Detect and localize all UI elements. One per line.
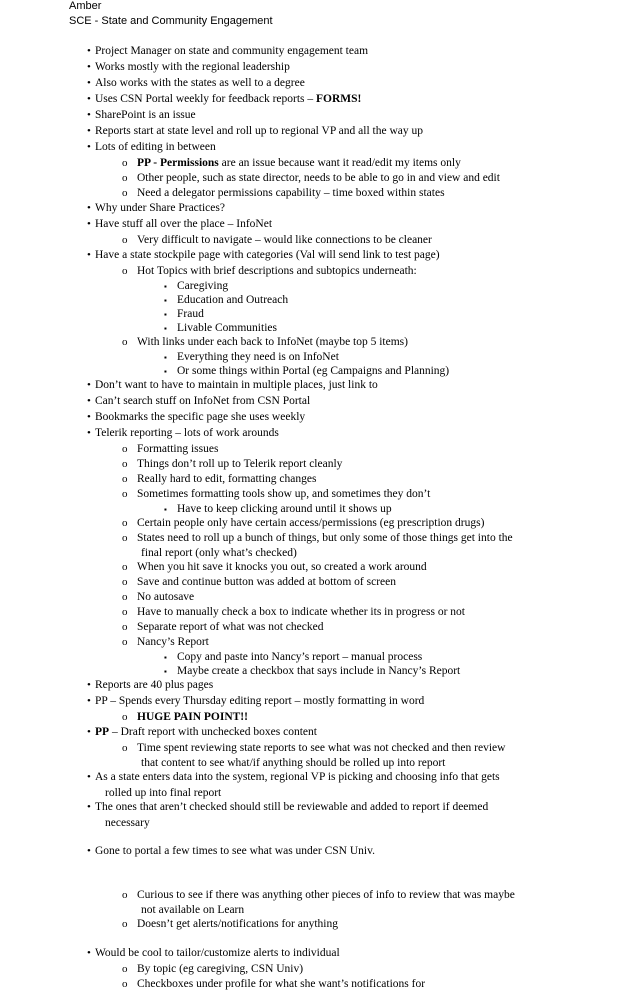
list-item (87, 248, 440, 262)
list-item-text: No autosave (137, 591, 195, 603)
bullet-circle: o (122, 234, 128, 246)
list-item-text: Caregiving (177, 280, 229, 292)
list-item-text: Have to keep clicking around until it shows up (177, 503, 392, 515)
list-item (122, 962, 304, 976)
bullet-circle: o (122, 443, 128, 455)
bullet-disc: • (87, 61, 91, 73)
list-item-text: Why under Share Practices? (95, 202, 225, 214)
list-item (122, 171, 500, 185)
list-item (122, 888, 515, 902)
list-item-emphasis: FORMS! (316, 93, 362, 105)
bullet-disc: • (87, 845, 91, 857)
bullet-disc: • (87, 141, 91, 153)
list-item (122, 917, 338, 931)
list-item-text: Education and Outreach (177, 294, 289, 306)
bullet-square: ▪ (164, 505, 167, 514)
list-item-text: Really hard to edit, formatting changes (137, 473, 317, 485)
bullet-circle: o (122, 621, 128, 633)
list-item-emphasis: PP (95, 726, 110, 738)
list-item (122, 635, 209, 649)
list-item (122, 531, 513, 545)
list-item (164, 650, 423, 664)
bullet-square: ▪ (164, 353, 167, 362)
list-item-text: Everything they need is on InfoNet (177, 351, 339, 363)
list-item-text: The ones that aren’t checked should still be reviewable and added to report if deemed (95, 801, 489, 813)
bullet-disc: • (87, 395, 91, 407)
list-item-text: Checkboxes under profile for what she want’s notifications for (137, 978, 426, 990)
bullet-disc: • (87, 695, 91, 707)
list-item-text: Telerik reporting – lots of work arounds (95, 427, 279, 439)
list-item-text: Nancy’s Report (137, 636, 209, 648)
list-item-text: Doesn’t get alerts/notifications for anything (137, 918, 338, 930)
bullet-disc: • (87, 77, 91, 89)
list-item-continuation: final report (only what’s checked) (141, 547, 297, 559)
bullet-disc: • (87, 218, 91, 230)
list-item (87, 694, 425, 708)
bullet-square: ▪ (164, 667, 167, 676)
list-item-text: Bookmarks the specific page she uses weekly (95, 411, 306, 423)
list-item-continuation: that content to see what/if anything should be rolled up into report (141, 757, 446, 769)
bullet-circle: o (122, 561, 128, 573)
list-item-text: Livable Communities (177, 322, 277, 334)
list-item-text: Have to manually check a box to indicate whether its in progress or not (137, 606, 465, 618)
list-item-text: Hot Topics with brief descriptions and subtopics underneath: (137, 265, 417, 277)
list-item (122, 560, 427, 574)
list-item (122, 487, 431, 501)
list-item-text: Maybe create a checkbox that says include in Nancy’s Report (177, 665, 461, 677)
list-item (87, 76, 305, 90)
list-item-text: Or some things within Portal (eg Campaigns and Planning) (177, 365, 450, 377)
list-item-text: When you hit save it knocks you out, so created a work around (137, 561, 427, 573)
bullet-disc: • (87, 771, 91, 783)
bullet-circle: o (122, 591, 128, 603)
bullet-square: ▪ (164, 296, 167, 305)
bullet-circle: o (122, 157, 128, 169)
list-item-text: Need a delegator permissions capability – time boxed within states (137, 187, 445, 199)
list-item-text: Lots of editing in between (95, 141, 216, 153)
list-item-emphasis: PP - Permissions (137, 157, 219, 169)
list-item (87, 140, 216, 154)
list-item-continuation: necessary (105, 817, 150, 829)
list-item (122, 516, 485, 530)
list-item-text: Formatting issues (137, 443, 219, 455)
bullet-circle: o (122, 918, 128, 930)
bullet-disc: • (87, 93, 91, 105)
bullet-circle: o (122, 978, 128, 990)
list-item-text: Fraud (177, 308, 204, 320)
list-item (87, 426, 279, 440)
list-item-text: SharePoint is an issue (95, 109, 196, 121)
list-item (87, 60, 290, 74)
list-item-text: Would be cool to tailor/customize alerts to individual (95, 947, 340, 959)
bullet-square: ▪ (164, 282, 167, 291)
list-item (122, 264, 417, 278)
bullet-circle: o (122, 606, 128, 618)
bullet-square: ▪ (164, 324, 167, 333)
bullet-disc: • (87, 411, 91, 423)
bullet-circle: o (122, 187, 128, 199)
list-item (87, 678, 214, 692)
list-item-text: As a state enters data into the system, regional VP is picking and choosing info that gets (95, 771, 500, 783)
list-item (122, 741, 506, 755)
list-item-text: Certain people only have certain access/permissions (eg prescription drugs) (137, 517, 485, 529)
list-item-text: Sometimes formatting tools show up, and sometimes they don’t (137, 488, 431, 500)
bullet-circle: o (122, 742, 128, 754)
bullet-circle: o (122, 889, 128, 901)
list-item (87, 394, 311, 408)
list-item (122, 233, 432, 247)
list-item (122, 186, 445, 200)
list-item (164, 321, 277, 335)
bullet-circle: o (122, 336, 128, 348)
bullet-disc: • (87, 202, 91, 214)
list-item (164, 293, 289, 307)
bullet-disc: • (87, 249, 91, 261)
list-item-text: Project Manager on state and community engagement team (95, 45, 369, 57)
list-item-text: Save and continue button was added at bottom of screen (137, 576, 396, 588)
list-item-text: Reports start at state level and roll up to regional VP and all the way up (95, 125, 423, 137)
bullet-circle: o (122, 473, 128, 485)
list-item (164, 364, 450, 378)
bullet-circle: o (122, 488, 128, 500)
bullet-circle: o (122, 963, 128, 975)
list-item-text: Can’t search stuff on InfoNet from CSN Portal (95, 395, 311, 407)
bullet-circle: o (122, 517, 128, 529)
bullet-circle: o (122, 711, 128, 723)
list-item-text: Have stuff all over the place – InfoNet (95, 218, 273, 230)
list-item (87, 844, 375, 858)
list-item (122, 335, 408, 349)
list-item-text: Also works with the states as well to a degree (95, 77, 305, 89)
list-item (122, 620, 324, 634)
list-item (122, 575, 396, 589)
list-item (87, 44, 369, 58)
list-item-text: Things don’t roll up to Telerik report cleanly (137, 458, 343, 470)
bullet-disc: • (87, 801, 91, 813)
bullet-disc: • (87, 947, 91, 959)
bullet-circle: o (122, 265, 128, 277)
list-item (122, 457, 343, 471)
list-item-text: Don’t want to have to maintain in multiple places, just link to (95, 379, 378, 391)
list-item (122, 977, 426, 991)
list-item (122, 472, 317, 486)
list-item (87, 201, 225, 215)
list-item-text: Time spent reviewing state reports to see what was not checked and then review (137, 742, 506, 754)
list-item (122, 605, 465, 619)
list-item (87, 217, 273, 231)
list-item-text: Copy and paste into Nancy’s report – manual process (177, 651, 423, 663)
bullet-square: ▪ (164, 653, 167, 662)
list-item-text: Works mostly with the regional leadership (95, 61, 290, 73)
list-item (122, 442, 219, 456)
interviewee-name: Amber (69, 0, 102, 12)
bullet-disc: • (87, 45, 91, 57)
list-item (87, 800, 489, 814)
list-item-emphasis: HUGE PAIN POINT!! (137, 711, 248, 723)
list-item-text: States need to roll up a bunch of things, but only some of those things get into the (137, 532, 513, 544)
list-item-text: Uses CSN Portal weekly for feedback reports – (95, 93, 316, 105)
list-item-text: With links under each back to InfoNet (maybe top 5 items) (137, 336, 408, 348)
list-item-text: are an issue because want it read/edit my items only (218, 157, 461, 169)
list-item (87, 124, 423, 138)
document-title: SCE - State and Community Engagement (69, 15, 273, 27)
list-item-text: – Draft report with unchecked boxes content (109, 726, 317, 738)
list-item (87, 725, 317, 739)
list-item (87, 92, 362, 106)
list-item (122, 710, 248, 724)
list-item (122, 590, 195, 604)
bullet-disc: • (87, 427, 91, 439)
list-item-text: Reports are 40 plus pages (95, 679, 214, 691)
bullet-circle: o (122, 576, 128, 588)
list-item (164, 350, 339, 364)
list-item (164, 307, 204, 321)
list-item-text: Have a state stockpile page with categories (Val will send link to test page) (95, 249, 440, 261)
bullet-circle: o (122, 458, 128, 470)
list-item-continuation: rolled up into final report (105, 787, 222, 799)
list-item-text: Very difficult to navigate – would like connections to be cleaner (137, 234, 432, 246)
list-item-text: Separate report of what was not checked (137, 621, 324, 633)
list-item (87, 946, 340, 960)
bullet-disc: • (87, 726, 91, 738)
list-item-text: Gone to portal a few times to see what was under CSN Univ. (95, 845, 375, 857)
bullet-circle: o (122, 172, 128, 184)
list-item (164, 664, 461, 678)
bullet-circle: o (122, 636, 128, 648)
list-item-text: Other people, such as state director, needs to be able to go in and view and edit (137, 172, 500, 184)
list-item-text: PP – Spends every Thursday editing report – mostly formatting in word (95, 695, 425, 707)
list-item (87, 770, 500, 784)
list-item-text: Curious to see if there was anything other pieces of info to review that was maybe (137, 889, 515, 901)
list-item (87, 410, 306, 424)
list-item (122, 156, 461, 170)
bullet-square: ▪ (164, 310, 167, 319)
bullet-disc: • (87, 379, 91, 391)
bullet-disc: • (87, 125, 91, 137)
list-item (87, 108, 196, 122)
list-item-continuation: not available on Learn (141, 904, 245, 916)
list-item (164, 502, 392, 516)
bullet-disc: • (87, 109, 91, 121)
list-item-text: By topic (eg caregiving, CSN Univ) (137, 963, 304, 975)
list-item (87, 378, 378, 392)
bullet-disc: • (87, 679, 91, 691)
bullet-square: ▪ (164, 367, 167, 376)
bullet-circle: o (122, 532, 128, 544)
list-item (164, 279, 229, 293)
